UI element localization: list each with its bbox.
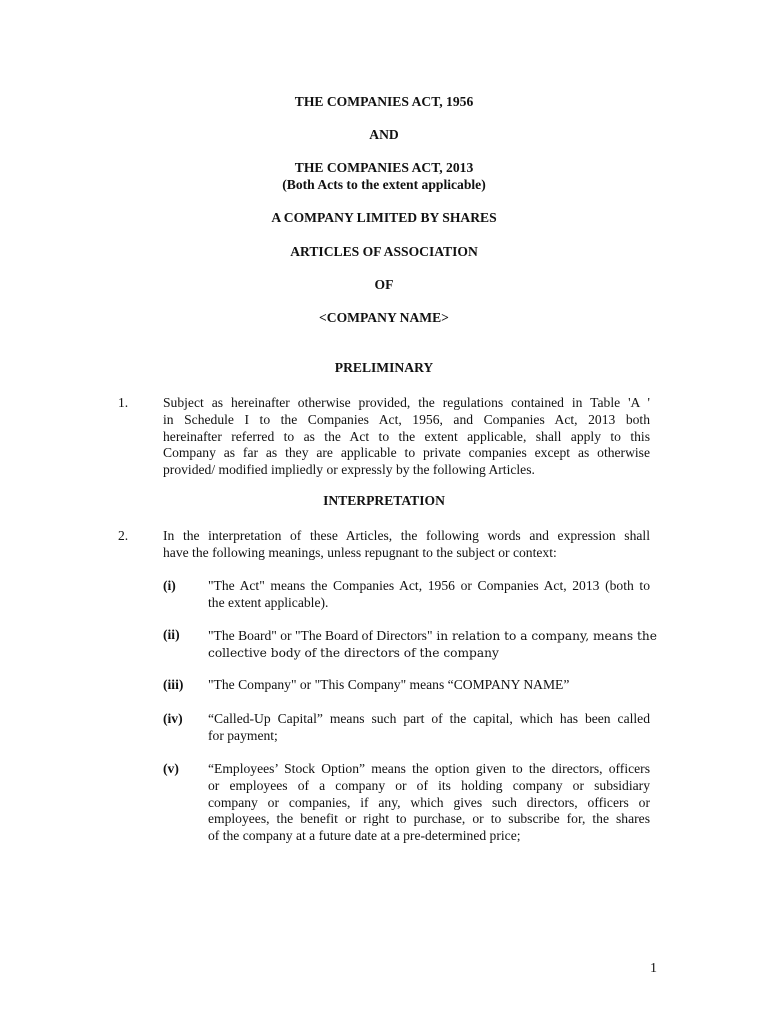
definition-line: company or companies, if any, which gives such directors, officers or <box>208 794 650 810</box>
definition-the-act <box>208 578 650 612</box>
of-heading: OF <box>374 277 394 292</box>
page-number: 1 <box>650 961 657 976</box>
company-name-placeholder: <COMPANY NAME> <box>319 310 449 325</box>
article-1-line: hereinafter referred to as the Act to the extent applicable, shall apply to this <box>163 428 650 444</box>
definition-line: for payment; <box>208 727 278 743</box>
definition-number: (iii) <box>163 677 184 692</box>
definition-line: "The Company" or "This Company" means “COMPANY NAME” <box>208 677 570 692</box>
article-1-line: provided/ modified impliedly or expressly by the following Articles. <box>163 462 535 478</box>
definition-line: employees, the benefit or right to purchase, or to subscribe for, the shares <box>208 811 650 827</box>
act-1956-heading: THE COMPANIES ACT, 1956 <box>294 94 474 109</box>
definition-line: “Employees’ Stock Option” means the option given to the directors, officers <box>208 761 650 776</box>
definition-line <box>208 627 657 645</box>
article-number: 2. <box>118 528 129 543</box>
extent-applicable-note: (Both Acts to the extent applicable) <box>282 177 486 192</box>
definition-number: (v) <box>163 761 179 776</box>
definition-line: “Called-Up Capital” means such part of the capital, which has been called <box>208 711 650 726</box>
definition-the-board <box>208 627 657 662</box>
definition-line: or employees of a company or of its holding company or subsidiary <box>208 777 650 793</box>
articles-heading: ARTICLES OF ASSOCIATION <box>290 244 478 259</box>
article-1-line: Subject as hereinafter otherwise provided, the regulations contained in Table 'A ' <box>163 395 650 410</box>
board-definition: in relation to a company, means the <box>432 629 657 643</box>
and-heading: AND <box>369 127 399 142</box>
section-heading-interpretation: INTERPRETATION <box>323 493 445 508</box>
board-term: "The Board" or "The Board of Directors" <box>208 628 433 643</box>
article-number: 1. <box>118 395 129 410</box>
definition-called-up-capital <box>208 711 650 745</box>
definition-number: (iv) <box>163 711 183 726</box>
definition-line: "The Act" means the Companies Act, 1956 or Companies Act, 2013 (both to <box>208 578 650 593</box>
article-2-line: In the interpretation of these Articles, the following words and expression shall <box>163 528 650 543</box>
definition-line: the extent applicable). <box>208 594 329 610</box>
company-type-heading: A COMPANY LIMITED BY SHARES <box>271 210 497 225</box>
definition-line: collective body of the directors of the company <box>208 646 499 660</box>
article-2-text <box>163 528 650 562</box>
definition-number: (i) <box>163 578 176 593</box>
definition-the-company <box>208 677 650 694</box>
section-heading-preliminary: PRELIMINARY <box>334 360 434 375</box>
article-1-text <box>163 395 650 479</box>
article-2-line: have the following meanings, unless repugnant to the subject or context: <box>163 544 557 560</box>
definition-number: (ii) <box>163 627 180 642</box>
act-2013-heading: THE COMPANIES ACT, 2013 <box>294 160 474 175</box>
article-1-line: Company as far as they are applicable to private companies except as otherwise <box>163 445 650 461</box>
article-1-line: in Schedule I to the Companies Act, 1956, and Companies Act, 2013 both <box>163 411 650 427</box>
definition-line: of the company at a future date at a pre-determined price; <box>208 828 521 844</box>
definition-employees-stock-option <box>208 761 650 845</box>
